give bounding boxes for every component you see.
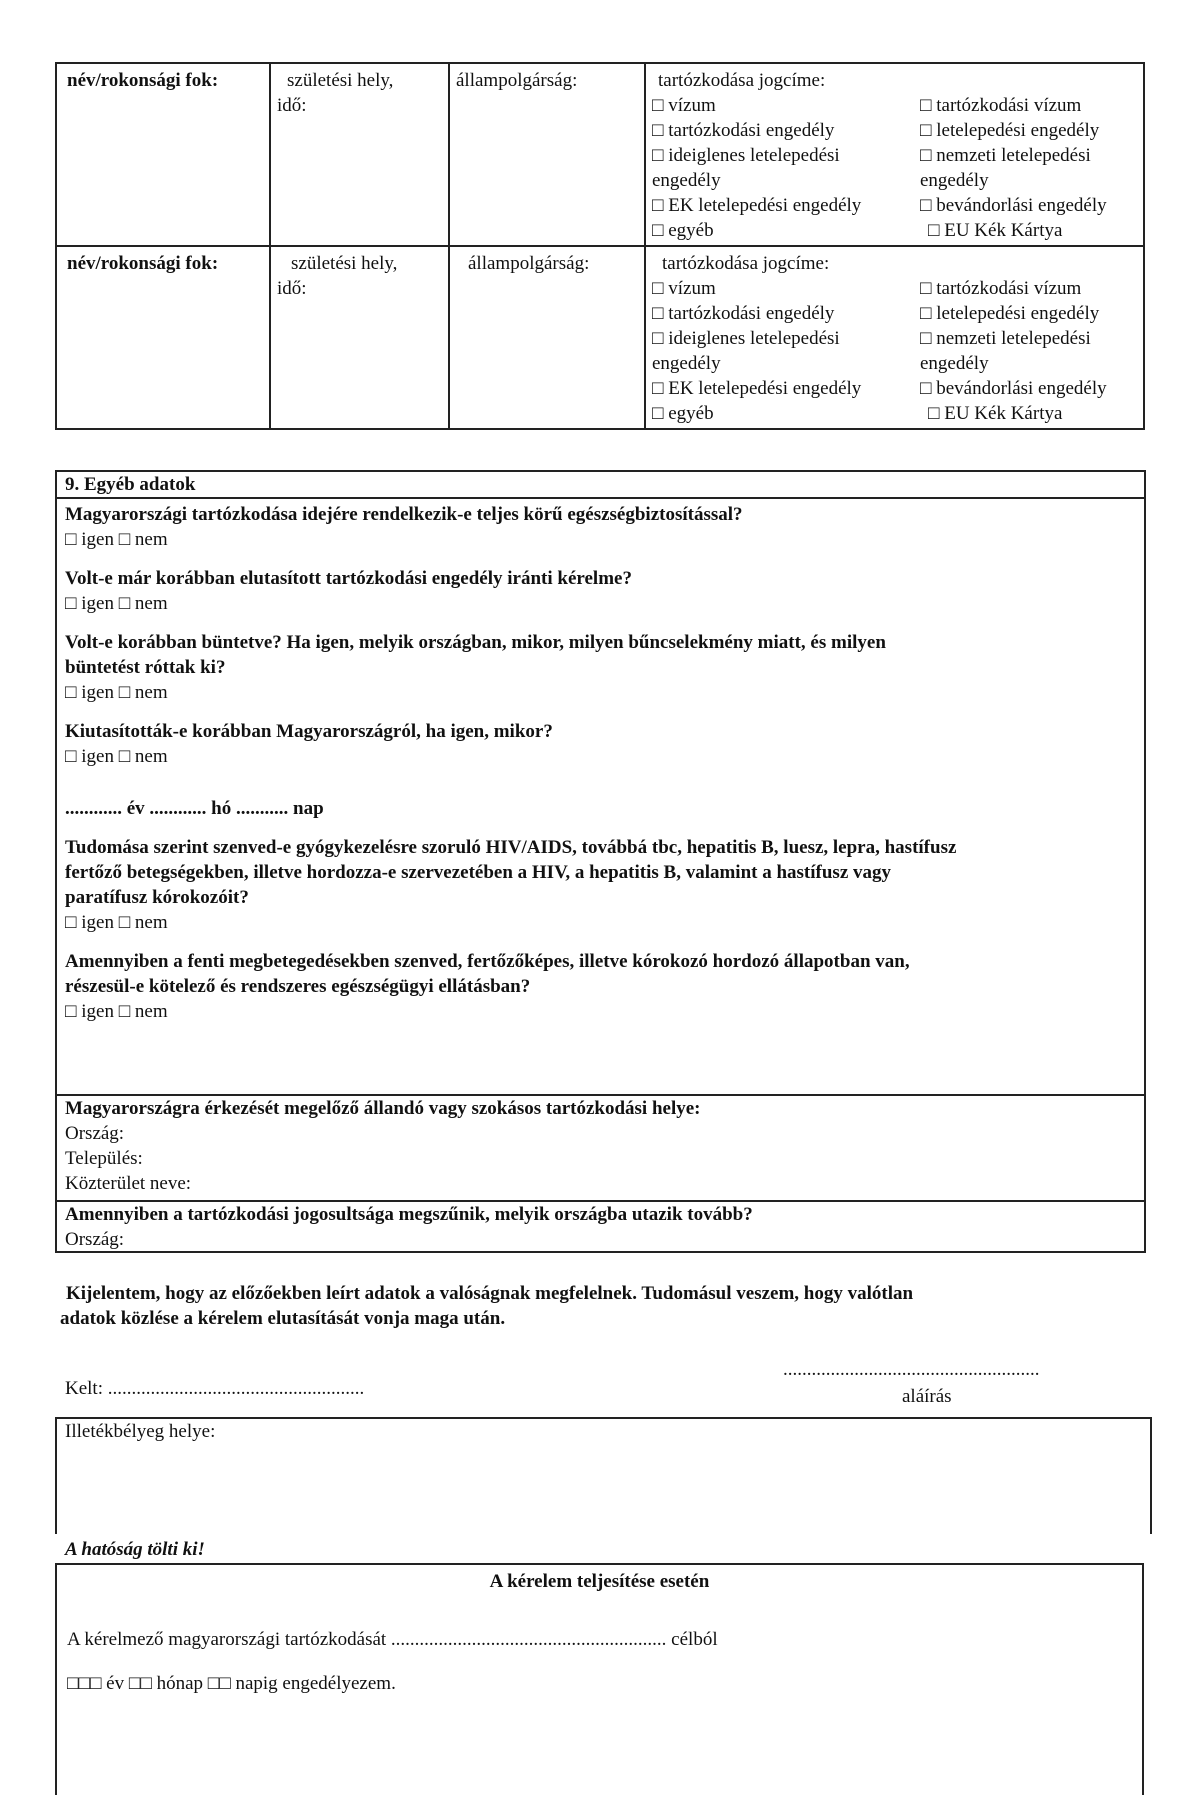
question-insurance: Magyarországi tartózkodása idejére rendelkezik-e teljes körű egészségbiztosítással? — [65, 504, 743, 525]
name-label: név/rokonsági fok: — [56, 63, 270, 246]
section-title: 9. Egyéb adatok — [57, 472, 1144, 499]
question-expelled: Kiutasították-e korábban Magyarországról, ha igen, mikor? — [65, 721, 553, 742]
option-left[interactable]: □ egyéb — [652, 220, 714, 241]
relative-row — [56, 246, 1144, 429]
authority-title: A kérelem teljesítése esetén — [489, 1571, 710, 1592]
birth-label: születési hely, — [287, 70, 394, 91]
authority-purpose-line[interactable]: A kérelmező magyarországi tartózkodását .......................................................... célból — [67, 1629, 718, 1650]
option-left[interactable]: □ egyéb — [652, 403, 714, 424]
option-right[interactable]: □ nemzeti letelepedési — [920, 328, 1091, 349]
authority-duration-line[interactable]: □□□ év □□ hónap □□ napig engedélyezem. — [67, 1673, 396, 1694]
birth-label-cont: idő: — [277, 95, 307, 116]
option-right: engedély — [920, 353, 989, 374]
answer-options[interactable]: □ igen □ nem — [65, 529, 168, 550]
option-left: engedély — [652, 170, 721, 191]
option-right[interactable]: □ EU Kék Kártya — [928, 220, 1063, 241]
citizenship-label: állampolgárság: — [449, 246, 645, 429]
citizenship-label: állampolgárság: — [449, 63, 645, 246]
stamp-area — [55, 1417, 1152, 1534]
answer-options[interactable]: □ igen □ nem — [65, 1001, 168, 1022]
residence-cell — [645, 246, 1144, 429]
residence-title: tartózkodása jogcíme: — [662, 253, 830, 274]
date-signed-field[interactable]: Kelt: ...................................................... — [65, 1378, 365, 1399]
answer-options[interactable]: □ igen □ nem — [65, 746, 168, 767]
settlement-field[interactable]: Település: — [65, 1148, 143, 1169]
answer-options[interactable]: □ igen □ nem — [65, 682, 168, 703]
option-left[interactable]: □ EK letelepedési engedély — [652, 378, 862, 399]
date-line[interactable]: ............ év ............ hó ........... nap — [65, 798, 324, 819]
option-right[interactable]: □ EU Kék Kártya — [928, 403, 1063, 424]
stamp-label: Illetékbélyeg helye: — [65, 1421, 216, 1442]
other-data-section — [55, 470, 1146, 1253]
question-disease: Tudomása szerint szenved-e gyógykezelésre szoruló HIV/AIDS, továbbá tbc, hepatitis B, luesz, lepra, hastífusz fertőző betegségekben, illetve hordozza-e szervezetében a HIV, a hepatitis B, valamint a hastífusz vagy paratífusz kórokozóit? — [65, 837, 957, 908]
option-left[interactable]: □ ideiglenes letelepedési — [652, 328, 840, 349]
authority-box — [55, 1563, 1144, 1795]
option-left[interactable]: □ tartózkodási engedély — [652, 303, 835, 324]
answer-options[interactable]: □ igen □ nem — [65, 912, 168, 933]
authority-note: A hatóság tölti ki! — [65, 1539, 205, 1560]
previous-residence-title: Magyarországra érkezését megelőző állandó vagy szokásos tartózkodási helye: — [65, 1098, 701, 1119]
option-left[interactable]: □ vízum — [652, 95, 716, 116]
relatives-table — [55, 62, 1145, 430]
question-rejected: Volt-e már korábban elutasított tartózkodási engedély iránti kérelme? — [65, 568, 632, 589]
name-label: név/rokonsági fok: — [56, 246, 270, 429]
birth-cell — [270, 246, 449, 429]
option-right[interactable]: □ bevándorlási engedély — [920, 195, 1107, 216]
relative-row — [56, 63, 1144, 246]
option-right[interactable]: □ nemzeti letelepedési — [920, 145, 1091, 166]
birth-cell — [270, 63, 449, 246]
birth-label-cont: idő: — [277, 278, 307, 299]
birth-label: születési hely, — [291, 253, 398, 274]
option-right: engedély — [920, 170, 989, 191]
country-field[interactable]: Ország: — [65, 1123, 125, 1144]
residence-cell — [645, 63, 1144, 246]
option-left: engedély — [652, 353, 721, 374]
option-left[interactable]: □ tartózkodási engedély — [652, 120, 835, 141]
option-left[interactable]: □ ideiglenes letelepedési — [652, 145, 840, 166]
next-country-title: Amennyiben a tartózkodási jogosultsága megszűnik, melyik országba utazik tovább? — [65, 1204, 753, 1225]
question-healthcare: Amennyiben a fenti megbetegedésekben szenved, fertőzőképes, illetve kórokozó hordozó állapotban van, részesül-e kötelező és rendszeres egészségügyi ellátásban? — [65, 951, 910, 997]
option-left[interactable]: □ EK letelepedési engedély — [652, 195, 862, 216]
residence-title: tartózkodása jogcíme: — [658, 70, 826, 91]
option-right[interactable]: □ letelepedési engedély — [920, 120, 1100, 141]
option-right[interactable]: □ tartózkodási vízum — [920, 278, 1082, 299]
option-right[interactable]: □ tartózkodási vízum — [920, 95, 1082, 116]
next-country-field[interactable]: Ország: — [65, 1229, 125, 1250]
next-country-block — [57, 1200, 1144, 1252]
signature-label: aláírás — [902, 1386, 952, 1407]
previous-residence-block — [57, 1094, 1144, 1196]
signature-line[interactable]: ...................................................... — [783, 1359, 1040, 1380]
option-right[interactable]: □ bevándorlási engedély — [920, 378, 1107, 399]
question-criminal: Volt-e korábban büntetve? Ha igen, melyik országban, mikor, milyen bűncselekmény miatt, és milyen büntetést róttak ki? — [65, 632, 886, 678]
option-left[interactable]: □ vízum — [652, 278, 716, 299]
answer-options[interactable]: □ igen □ nem — [65, 593, 168, 614]
street-field[interactable]: Közterület neve: — [65, 1173, 192, 1194]
option-right[interactable]: □ letelepedési engedély — [920, 303, 1100, 324]
declaration: Kijelentem, hogy az előzőekben leírt adatok a valóságnak megfelelnek. Tudomásul veszem, hogy valótlan adatok közlése a kérelem elutasítását vonja maga után. — [60, 1283, 914, 1329]
